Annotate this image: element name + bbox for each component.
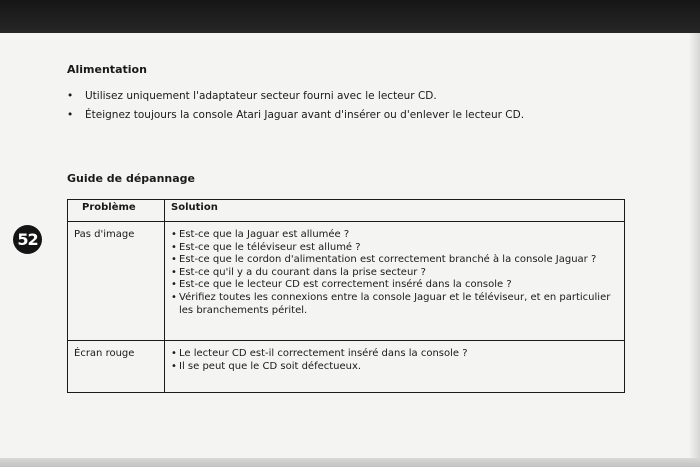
solution-list	[171, 348, 618, 373]
column-header-solution: Solution	[165, 200, 625, 222]
list-item: • Utilisez uniquement l'adaptateur secteur fourni avec le lecteur CD.	[67, 88, 524, 107]
list-item: • Éteignez toujours la console Atari Jaguar avant d'insérer ou d'enlever le lecteur CD.	[67, 107, 524, 126]
solution-item: • Le lecteur CD est-il correctement inséré dans la console ?	[171, 348, 618, 361]
scan-right-shadow	[689, 33, 700, 458]
problem-cell: Écran rouge	[68, 341, 165, 393]
section-title-guide: Guide de dépannage	[67, 172, 196, 185]
table-row	[68, 341, 625, 393]
table-header-row	[68, 200, 625, 222]
troubleshooting-table	[67, 199, 625, 393]
problem-cell: Pas d'image	[68, 222, 165, 341]
column-header-problem: Problème	[68, 200, 165, 222]
section-title-alimentation: Alimentation	[67, 63, 147, 76]
solution-item: • Est-ce que le lecteur CD est correctement inséré dans la console ?	[171, 279, 618, 292]
solution-item: • Est-ce qu'il y a du courant dans la prise secteur ?	[171, 267, 618, 280]
scan-bottom-border	[0, 458, 700, 467]
table-row	[68, 222, 625, 341]
solution-item: • Est-ce que le téléviseur est allumé ?	[171, 242, 618, 255]
solution-item: • Vérifiez toutes les connexions entre la console Jaguar et le téléviseur, et en particulier les branchements péritel.	[171, 292, 618, 317]
alimentation-list	[67, 88, 524, 126]
solution-list	[171, 229, 618, 317]
scan-top-border	[0, 0, 700, 33]
solution-item: • Est-ce que la Jaguar est allumée ?	[171, 229, 618, 242]
page-number-badge: 52	[13, 225, 42, 254]
solution-cell	[165, 222, 625, 341]
solution-cell	[165, 341, 625, 393]
solution-item: • Il se peut que le CD soit défectueux.	[171, 361, 618, 374]
solution-item: • Est-ce que le cordon d'alimentation est correctement branché à la console Jaguar ?	[171, 254, 618, 267]
